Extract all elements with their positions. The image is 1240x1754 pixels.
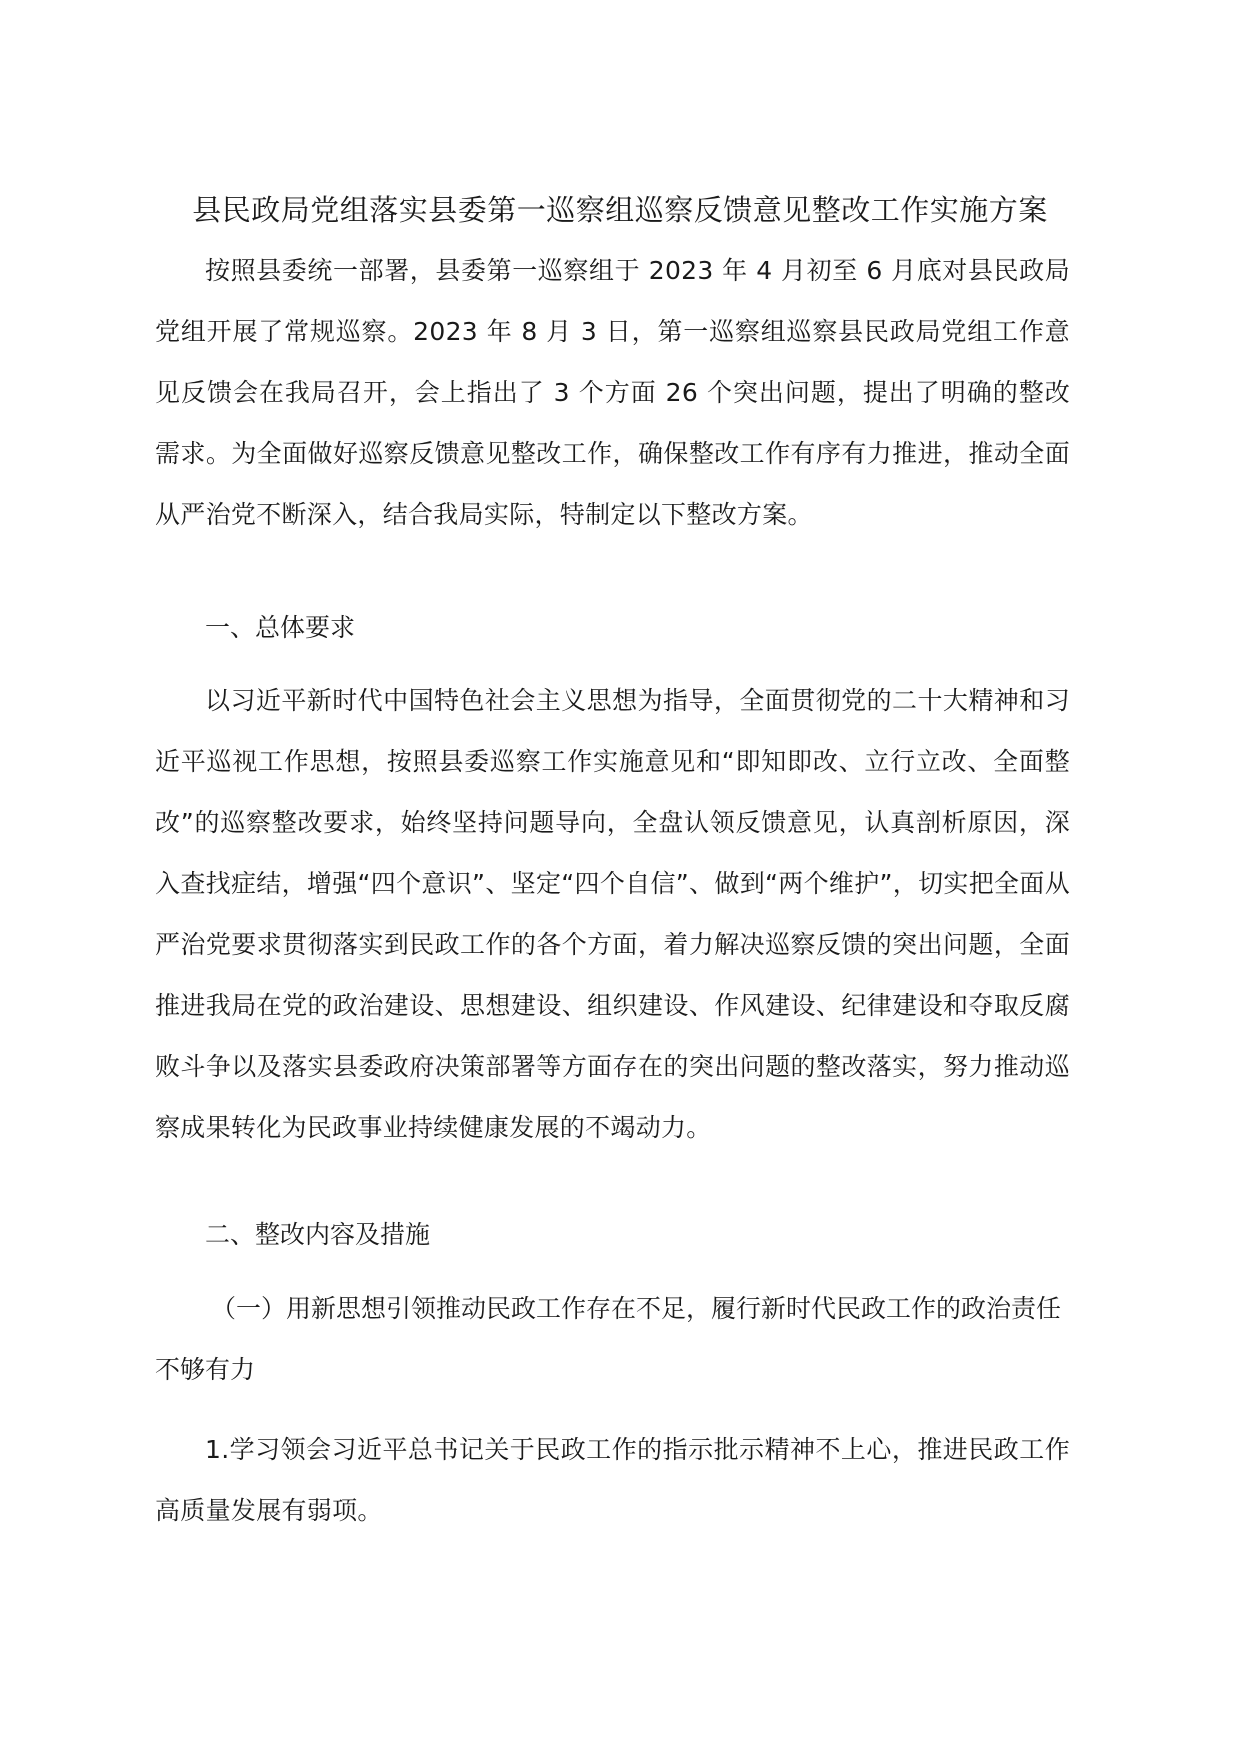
section-heading-overall-requirements: 一、总体要求 [205, 613, 356, 642]
document-title: 县民政局党组落实县委第一巡察组巡察反馈意见整改工作实施方案 [192, 193, 1048, 227]
intro-paragraph: 按照县委统一部署，县委第一巡察组于 2023 年 4 月初至 6 月底对县民政局党组开展了常规巡察。2023 年 8 月 3 日，第一巡察组巡察县民政局党组工作意见反馈会在我局召开，会上指出了 3 个方面 26 个突出问题，提出了明确的整改需求。为全面做好巡察反馈意见整改工作，确保整改工作有序有力推进，推动全面从严治党不断深入，结合我局实际，特制定以下整改方案。 [155, 256, 1070, 529]
section-heading-rectification-content: 二、整改内容及措施 [205, 1220, 431, 1249]
list-item-1: 1.学习领会习近平总书记关于民政工作的指示批示精神不上心，推进民政工作高质量发展有弱项。 [155, 1435, 1070, 1525]
subsection-heading-1: （一）用新思想引领推动民政工作存在不足，履行新时代民政工作的政治责任不够有力 [155, 1294, 1062, 1384]
overall-requirements-paragraph: 以习近平新时代中国特色社会主义思想为指导，全面贯彻党的二十大精神和习近平巡视工作思想，按照县委巡察工作实施意见和“即知即改、立行立改、全面整改”的巡察整改要求，始终坚持问题导向，全盘认领反馈意见，认真剖析原因，深入查找症结，增强“四个意识”、坚定“四个自信”、做到“两个维护”，切实把全面从严治党要求贯彻落实到民政工作的各个方面，着力解决巡察反馈的突出问题，全面推进我局在党的政治建设、思想建设、组织建设、作风建设、纪律建设和夺取反腐败斗争以及落实县委政府决策部署等方面存在的突出问题的整改落实，努力推动巡察成果转化为民政事业持续健康发展的不竭动力。 [155, 686, 1070, 1142]
